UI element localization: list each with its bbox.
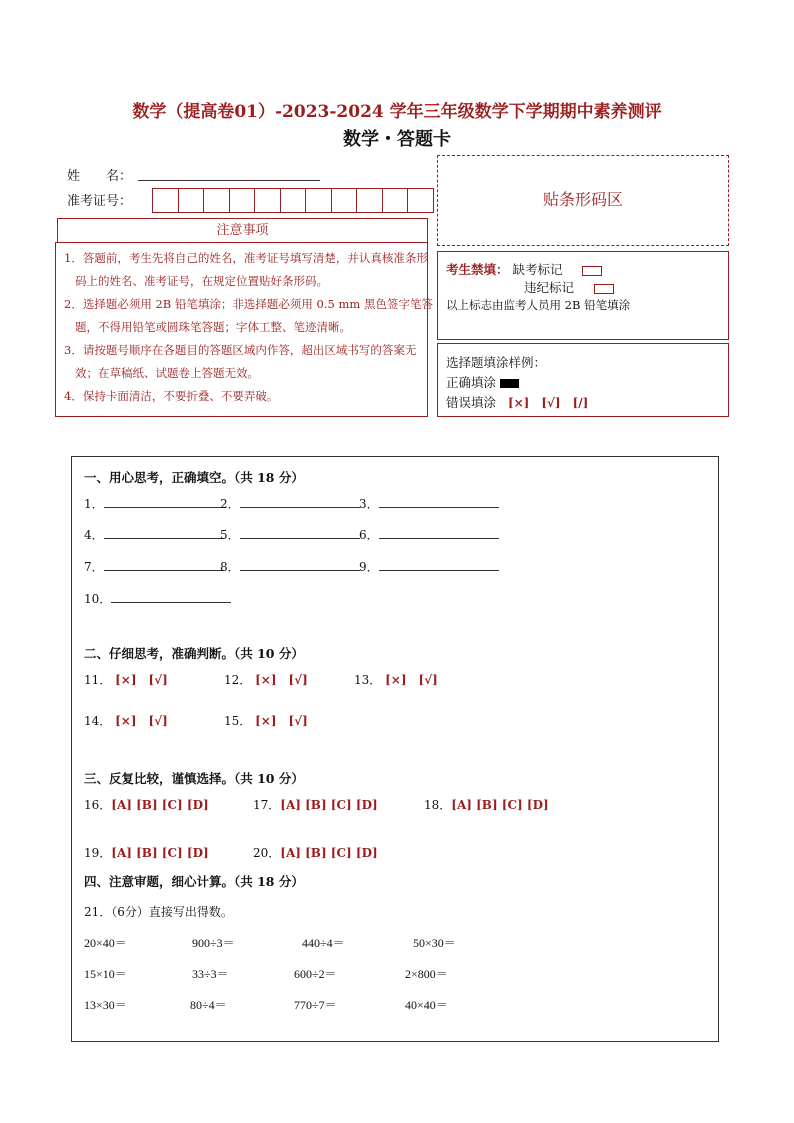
tf-options-15[interactable]: [×] [√] bbox=[255, 714, 308, 728]
blank-8[interactable] bbox=[240, 558, 360, 571]
barcode-area: 贴条形码区 bbox=[437, 155, 729, 246]
section-3-title: 三、反复比较，谨慎选择。（共 10 分） bbox=[84, 771, 304, 786]
id-digit-box[interactable] bbox=[356, 188, 383, 213]
fill-sample-title: 选择题填涂样例： bbox=[446, 355, 547, 370]
blank-6[interactable] bbox=[379, 526, 499, 539]
question-21: 21．（6分）直接写出得数。 bbox=[84, 905, 233, 919]
section-2-title: 二、仔细思考，准确判断。（共 10 分） bbox=[84, 646, 304, 661]
id-digit-box[interactable] bbox=[407, 188, 434, 213]
calc-item: 40×40＝ bbox=[405, 998, 448, 1012]
calc-item: 80÷4＝ bbox=[190, 998, 227, 1012]
choice-options-16[interactable]: [A] [B] [C] [D] bbox=[111, 798, 209, 812]
grade-character: 三 bbox=[423, 102, 441, 122]
section-1-title: 一、用心思考，正确填空。（共 18 分） bbox=[84, 470, 304, 485]
blank-2[interactable] bbox=[240, 495, 360, 508]
calc-item: 2×800＝ bbox=[405, 967, 448, 981]
id-digit-box[interactable] bbox=[229, 188, 256, 213]
note-item: 4．保持卡面清洁，不要折叠、不要弄破。 bbox=[64, 389, 279, 403]
forbidden-note: 以上标志由监考人员用 2B 铅笔填涂 bbox=[446, 298, 631, 312]
notes-heading: 注意事项 bbox=[57, 218, 428, 243]
blank-4[interactable] bbox=[104, 526, 224, 539]
calc-item: 770÷7＝ bbox=[294, 998, 337, 1012]
choice-options-19[interactable]: [A] [B] [C] [D] bbox=[111, 846, 209, 860]
choice-options-17[interactable]: [A] [B] [C] [D] bbox=[280, 798, 378, 812]
name-input-line[interactable] bbox=[138, 180, 320, 181]
calc-item: 600÷2＝ bbox=[294, 967, 337, 981]
calc-item: 13×30＝ bbox=[84, 998, 127, 1012]
exam-forbidden-box: 考生禁填： 缺考标记 违纪标记 以上标志由监考人员用 2B 铅笔填涂 bbox=[437, 251, 729, 340]
note-item: 2．选择题必须用 2B 铅笔填涂；非选择题必须用 0.5 mm 黑色签字笔答题，不得用铅笔或圆珠笔答题；字体工整、笔迹清晰。 bbox=[64, 297, 433, 334]
blank-9[interactable] bbox=[379, 558, 499, 571]
blank-7[interactable] bbox=[104, 558, 224, 571]
id-digit-box[interactable] bbox=[203, 188, 230, 213]
note-item: 1．答题前，考生先将自己的姓名，准考证号填写清楚，并认真核准条形码上的姓名、准考证号，在规定位置贴好条形码。 bbox=[64, 251, 428, 288]
forbidden-label: 考生禁填： bbox=[446, 262, 509, 277]
answer-area: 一、用心思考，正确填空。（共 18 分） 1． 2． 3． 4． 5． 6． 7． 8． 9． 10． 二、仔细思考，准确判断。（共 10 分） 11． [×] [√] 12． [×] [√] 13． [×] [√] 14． [×] [√] 15． [×] [√] 三、反复比较，谨慎选择。（共 10 分） 16．[A] [B] [C] [D] 17．[A] [B] [C] [D] 18．[A] [B] [C] [D] 19．[A] [B] [C] [D] 20．[A] [B] [C] [D] 四、注意审题，细心计算。（共 18 分） 21．（6分）直接写出得数。 20×40＝ 900÷3＝ 440÷4＝ 50×30＝ 15×10＝ 33÷3＝ 600÷2＝ 2×800＝ 13×30＝ 80÷4＝ 770÷7＝ 40×40＝ bbox=[71, 456, 719, 1042]
exam-id-boxes[interactable] bbox=[152, 188, 433, 213]
name-label: 姓 名： bbox=[67, 169, 133, 184]
choice-options-18[interactable]: [A] [B] [C] [D] bbox=[451, 798, 549, 812]
tf-options-13[interactable]: [×] [√] bbox=[385, 673, 438, 687]
calc-item: 20×40＝ bbox=[84, 936, 127, 950]
fill-sample-box: 选择题填涂样例： 正确填涂 错误填涂 [×] [√] [/] bbox=[437, 343, 729, 417]
notes-box bbox=[55, 242, 433, 417]
id-digit-box[interactable] bbox=[178, 188, 205, 213]
blank-3[interactable] bbox=[379, 495, 499, 508]
id-digit-box[interactable] bbox=[280, 188, 307, 213]
choice-options-20[interactable]: [A] [B] [C] [D] bbox=[280, 846, 378, 860]
id-digit-box[interactable] bbox=[331, 188, 358, 213]
wrong-fill-samples: [×] [√] [/] bbox=[507, 396, 589, 410]
id-digit-box[interactable] bbox=[305, 188, 332, 213]
answer-sheet-subtitle: 数学・答题卡 bbox=[343, 129, 451, 150]
section-4-title: 四、注意审题，细心计算。（共 18 分） bbox=[84, 874, 304, 889]
correct-fill-sample bbox=[500, 379, 519, 388]
tf-options-14[interactable]: [×] [√] bbox=[115, 714, 168, 728]
calc-item: 15×10＝ bbox=[84, 967, 127, 981]
blank-10[interactable] bbox=[111, 590, 231, 603]
calc-item: 440÷4＝ bbox=[302, 936, 345, 950]
id-digit-box[interactable] bbox=[152, 188, 179, 213]
id-digit-box[interactable] bbox=[382, 188, 409, 213]
exam-id-label: 准考证号： bbox=[67, 194, 133, 209]
blank-1[interactable] bbox=[104, 495, 224, 508]
tf-options-12[interactable]: [×] [√] bbox=[255, 673, 308, 687]
calc-item: 33÷3＝ bbox=[192, 967, 229, 981]
tf-options-11[interactable]: [×] [√] bbox=[115, 673, 168, 687]
absent-mark-box[interactable] bbox=[582, 266, 602, 276]
calc-item: 900÷3＝ bbox=[192, 936, 235, 950]
calc-item: 50×30＝ bbox=[413, 936, 456, 950]
note-item: 3．请按题号顺序在各题目的答题区域内作答，超出区域书写的答案无效；在草稿纸、试题卷上答题无效。 bbox=[64, 343, 417, 380]
paper-title: 数学（提高卷01）-2023-2024 学年三年级数学下学期期中素养测评 bbox=[132, 102, 662, 122]
violation-mark-box[interactable] bbox=[594, 284, 614, 294]
blank-5[interactable] bbox=[240, 526, 360, 539]
id-digit-box[interactable] bbox=[254, 188, 281, 213]
